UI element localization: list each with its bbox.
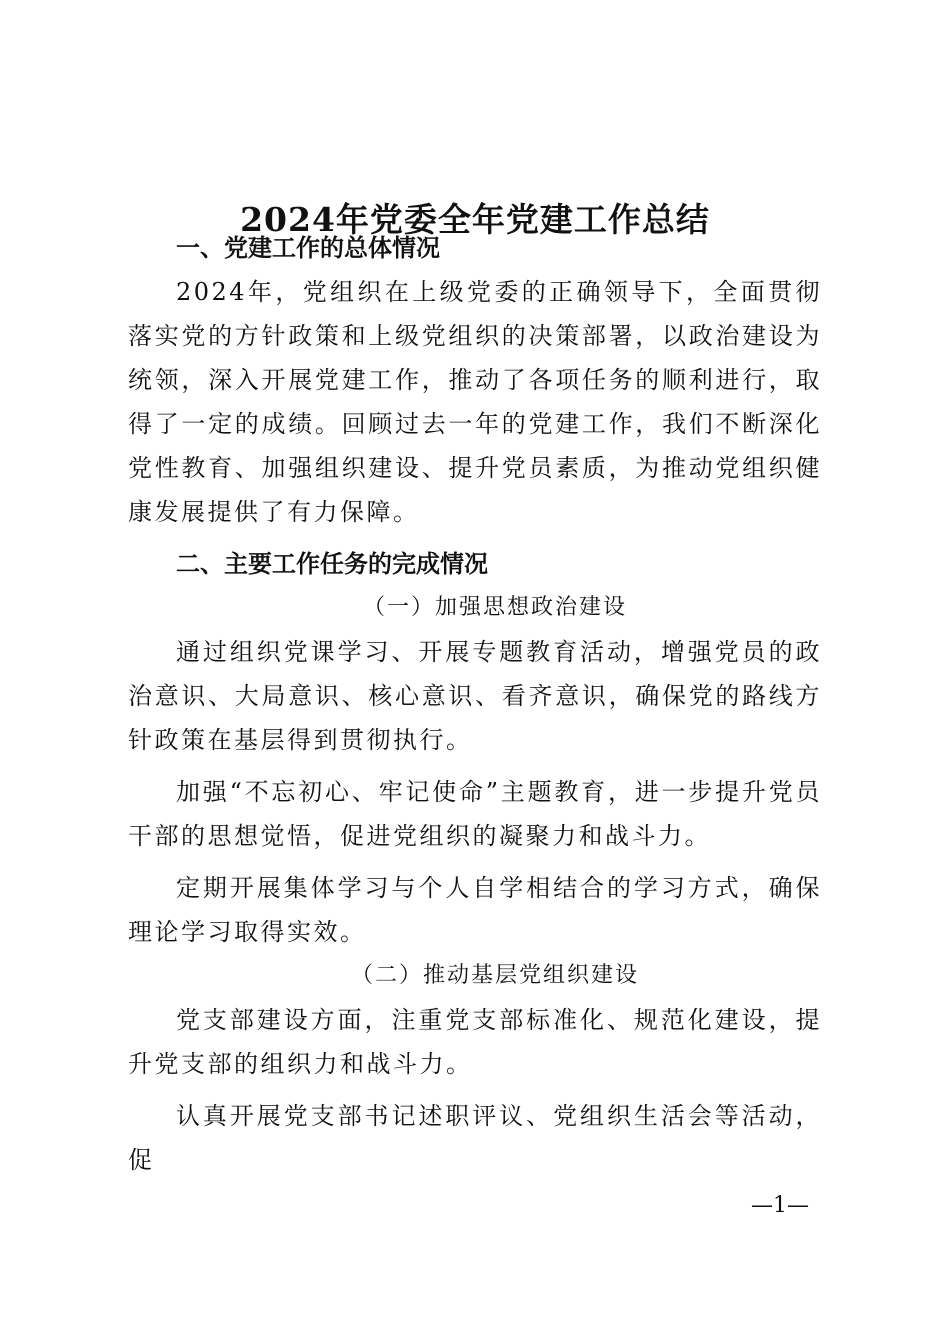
- paragraph-ideology-1: 通过组织党课学习、开展专题教育活动，增强党员的政治意识、大局意识、核心意识、看齐意识，确保党的路线方针政策在基层得到贯彻执行。: [128, 638, 822, 754]
- document-body: [128, 226, 822, 1182]
- subsection-heading-ideology: （一）加强思想政治建设: [362, 595, 627, 620]
- subsection-heading-grassroots: （二）推动基层党组织建设: [350, 963, 639, 988]
- paragraph-ideology-3: 定期开展集体学习与个人自学相结合的学习方式，确保理论学习取得实效。: [128, 874, 822, 946]
- paragraph-ideology-2: 加强“不忘初心、牢记使命”主题教育，进一步提升党员干部的思想觉悟，促进党组织的凝聚力和战斗力。: [128, 778, 822, 850]
- section-heading-overall: 一、党建工作的总体情况: [176, 234, 440, 262]
- paragraph-grassroots-2: 认真开展党支部书记述职评议、党组织生活会等活动，促: [128, 1102, 822, 1174]
- section-heading-tasks: 二、主要工作任务的完成情况: [176, 550, 488, 578]
- document-title: 2024年党委全年党建工作总结: [240, 200, 710, 240]
- paragraph-grassroots-1: 党支部建设方面，注重党支部标准化、规范化建设，提升党支部的组织力和战斗力。: [128, 1006, 822, 1078]
- page-number: —1—: [751, 1193, 809, 1218]
- paragraph-overall-summary: 2024年，党组织在上级党委的正确领导下，全面贯彻落实党的方针政策和上级党组织的决策部署，以政治建设为统领，深入开展党建工作，推动了各项任务的顺利进行，取得了一定的成绩。回顾过去一年的党建工作，我们不断深化党性教育、加强组织建设、提升党员素质，为推动党组织健康发展提供了有力保障。: [128, 278, 822, 526]
